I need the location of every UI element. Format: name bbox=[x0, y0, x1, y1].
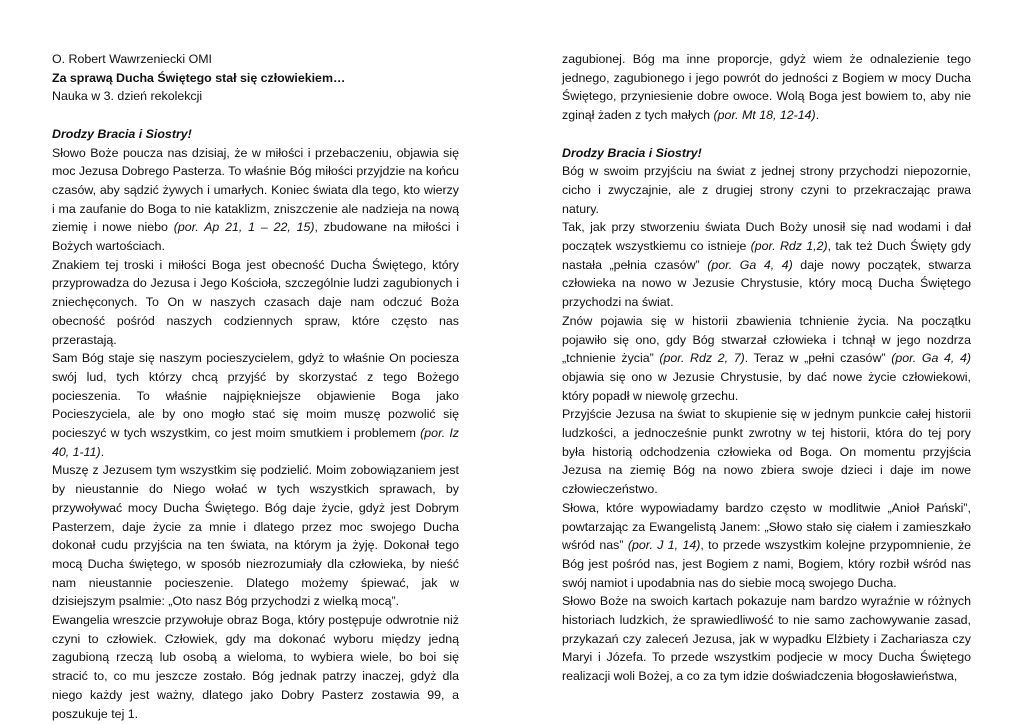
paragraph bbox=[562, 218, 971, 312]
right-column bbox=[562, 50, 971, 686]
scripture-reference: (por. Ga 4, 4) bbox=[891, 351, 972, 366]
text: zagubionej. Bóg ma inne proporcje, gdyż wiem że odnalezienie tego jednego, zagubionego i jego powrót do jedności z Bogiem w mocy Ducha Świętego, przyniesienie dobre owoce. Wolą Boga jest bowiem to, aby nie zginął żaden z tych małych bbox=[562, 52, 971, 123]
scripture-reference: (por. Iz 40, 1-11) bbox=[52, 426, 459, 459]
text: Słowo Boże poucza nas dzisiaj, że w miłości i przebaczeniu, objawia się moc Jezusa Dobrego Pasterza. To właśnie Bóg miłości przyjdzie na końcu czasów, aby sądzić żywych i umarłych. Koniec świata dla tego, kto wierzy i ma zaufanie do Boga to nie kataklizm, zniszczenie ale nadzieja na nową ziemię i nowe niebo bbox=[52, 145, 459, 235]
text: Znów pojawia się w historii zbawienia tchnienie życia. Na początku pojawiło się ono, gdy Bóg stwarzał człowieka i tchnął w jego nozdrza „tchnienie życia” bbox=[562, 313, 971, 366]
text: , tak też Duch Święty gdy nastała „pełnia czasów” bbox=[562, 239, 971, 272]
text: , zbudowane na miłości i Bożych wartościach. bbox=[52, 220, 460, 254]
paragraph bbox=[562, 312, 971, 406]
paragraph bbox=[562, 50, 971, 125]
spacer bbox=[562, 125, 971, 144]
document-subtitle: Nauka w 3. dzień rekolekcji bbox=[52, 89, 203, 104]
text: objawia się ono w Jezusie Chrystusie, by dać nowe życie człowiekowi, który popadł w niewolę grzechu. bbox=[562, 369, 971, 403]
document-title: Za sprawą Ducha Świętego stał się człowiekiem… bbox=[52, 70, 346, 85]
paragraph: Słowo Boże na swoich kartach pokazuje nam bardzo wyraźnie w różnych historiach ludzkich, że sprawiedliwość to nie samo zachowywanie zasad, przykazań czy zaleceń Jezusa, jak w wypadku Elżbiety i Zachariasza czy Maryi i Józefa. To przede wszystkim podjecie w mocy Ducha Świętego realizacji woli Bożej, a co za tym idzie doświadczenia błogosławieństwa, bbox=[562, 594, 971, 684]
scripture-reference: (por. Ga 4, 4) bbox=[707, 257, 793, 272]
text: daje nowy początek, stwarza człowieka na nowo w Jezusie Chrystusie, który mocą Ducha Świętego przychodzi na świat. bbox=[562, 257, 971, 310]
text: . Teraz w „pełni czasów” bbox=[744, 351, 886, 366]
text: Słowa, które wypowiadamy bardzo często w modlitwie „Anioł Pański”, powtarzając za Ewangelistą Janem: „Słowo stało się ciałem i zamieszkało wśród nas” bbox=[562, 500, 971, 553]
scripture-reference: (por. Ap 21, 1 – 22, 15) bbox=[173, 220, 315, 235]
text: Tak, jak przy stworzeniu świata Duch Boży unosił się nad wodami i dał początek wszystkiemu co istnieje bbox=[562, 220, 971, 254]
paragraph: Znakiem tej troski i miłości Boga jest obecność Ducha Świętego, który przyprowadza do Jezusa i Jego Kościoła, szczególnie ludzi zagubionych i zniechęconych. To On w naszych czasach daje nam odczuć Boża obecność pośród naszych codziennych spraw, które często nas przerastają. bbox=[52, 257, 459, 347]
left-column bbox=[52, 50, 459, 723]
text: . bbox=[100, 444, 105, 459]
author-line: O. Robert Wawrzeniecki OMI bbox=[52, 52, 212, 66]
text: , to przede wszystkim kolejne przypomnienie, że Bóg jest pośród nas, jest Bogiem z nami, Bogiem, który rozbił wśród nas swój namiot i upodabnia nas do siebie mocą swojego Ducha. bbox=[562, 538, 971, 590]
paragraph: Bóg w swoim przyjściu na świat z jednej strony przychodzi niepozornie, cicho i zwyczajnie, ale z drugiej strony czyni to przekraczając prawa natury. bbox=[562, 164, 971, 216]
paragraph bbox=[52, 349, 459, 461]
paragraph bbox=[52, 144, 459, 256]
spacer bbox=[52, 106, 459, 125]
paragraph: Przyjście Jezusa na świat to skupienie się w jednym punkcie całej historii ludzkości, a jednocześnie punkt zwrotny w tej historii, która do tej pory była historią odchodzenia człowieka od Boga. On momentu przyjścia Jezusa na ziemię Bóg na nowo zbiera swoje dzieci i daje im nowe człowieczeństwo. bbox=[562, 407, 971, 497]
paragraph: Muszę z Jezusem tym wszystkim się podzielić. Moim zobowiązaniem jest by nieustannie do Niego wołać w tych wszystkich sprawach, by przywoływać mocy Ducha Świętego. Bóg daje życie, gdyż jest Dobrym Pasterzem, daje życie za mnie i dlatego przez moc swojego Ducha dokonał cudu przyjścia na ten świata, na którym ja żyję. Dokonał tego mocą Ducha świętego, w sposób niezrozumiały dla człowieka, by nieść nam nieustannie pocieszenie. Dlatego możemy śpiewać, jak w dzisiejszym psalmie: „Oto nasz Bóg przychodzi z wielką mocą”. bbox=[52, 463, 459, 609]
scripture-reference: (por. Rdz 1,2) bbox=[750, 239, 828, 254]
scripture-reference: (por. Mt 18, 12-14) bbox=[713, 108, 816, 123]
text: . bbox=[815, 108, 820, 123]
text: Sam Bóg staje się naszym pocieszycielem, gdyż to właśnie On pociesza swój lud, tych którzy chcą przyjść by skorzystać z tego Bożego pocieszenia. To właśnie najpiękniejsze objawienie Boga jako Pocieszyciela, ale by ono mogło stać się moim muszę pozwolić się pocieszyć w tych wszystkim, co jest moim smutkiem i problemem bbox=[52, 351, 459, 441]
greeting-right: Drodzy Bracia i Siostry! bbox=[562, 145, 702, 160]
greeting-left: Drodzy Bracia i Siostry! bbox=[52, 126, 192, 141]
paragraph: Ewangelia wreszcie przywołuje obraz Boga, który postępuje odwrotnie niż czyni to człowiek. Człowiek, gdy ma dokonać wyboru między jedną zagubioną rzeczą lub osobą a wieloma, to wybiera wiele, bo boi się stracić to, co mu jeszcze zostało. Bóg jednak patrzy inaczej, gdyż dla niego każdy jest ważny, dlatego jako Dobry Pasterz zostawia 99, a poszukuje tej 1. bbox=[52, 613, 459, 721]
scripture-reference: (por. J 1, 14) bbox=[627, 538, 701, 553]
scripture-reference: (por. Rdz 2, 7) bbox=[659, 351, 745, 366]
paragraph bbox=[562, 499, 971, 593]
